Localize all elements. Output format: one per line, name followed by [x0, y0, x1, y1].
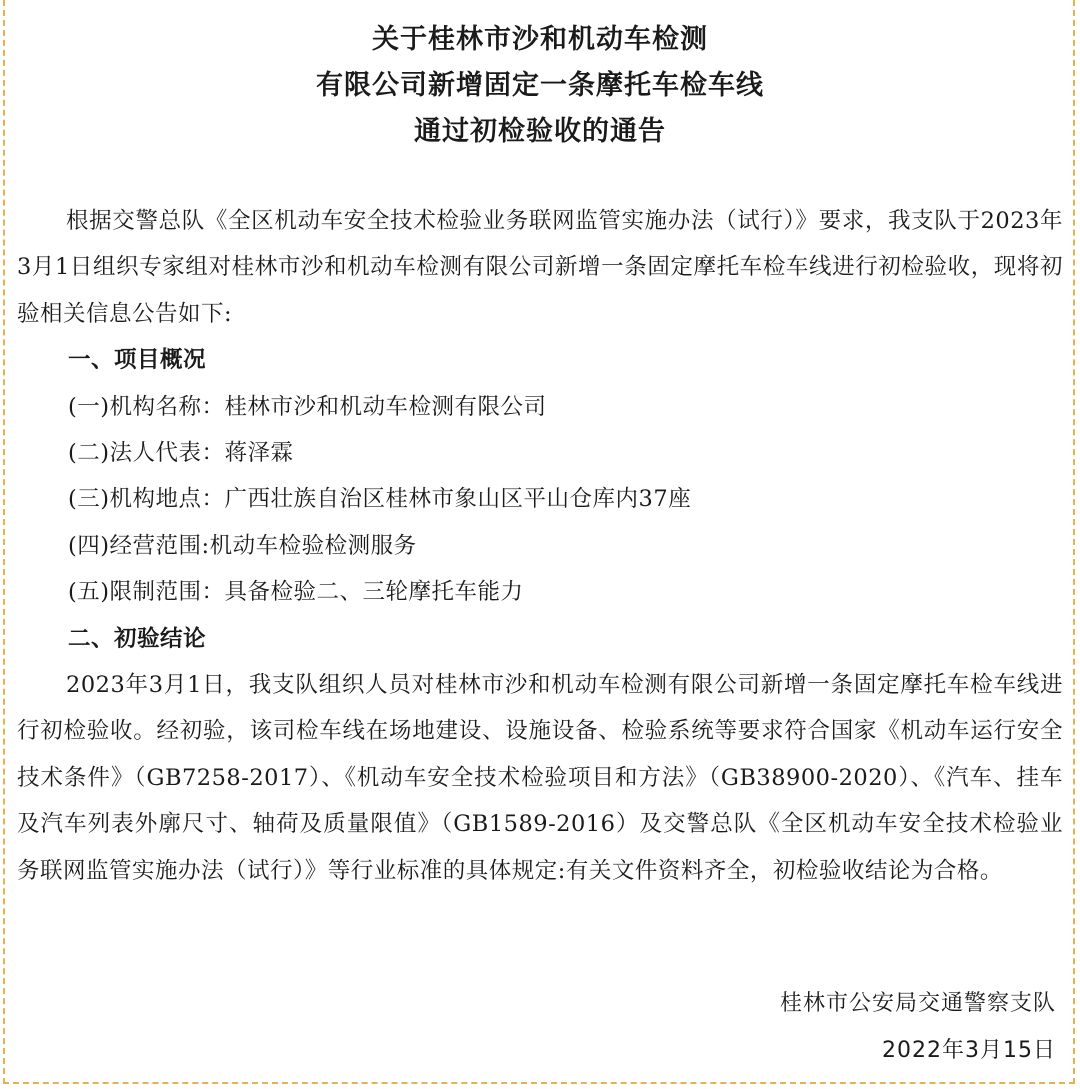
list-item-org-name: (一)机构名称：桂林市沙和机动车检测有限公司 — [68, 393, 547, 420]
notice-body — [17, 198, 1063, 894]
intro-paragraph: 根据交警总队《全区机动车安全技术检验业务联网监管实施办法（试行）》要求，我支队于2023年3月1日组织专家组对桂林市沙和机动车检测有限公司新增一条固定摩托车检车线进行初检验收，现将初验相关信息公告如下: — [17, 208, 1063, 327]
signature-organization: 桂林市公安局交通警察支队 — [779, 991, 1056, 1016]
list-item-limit-scope: (五)限制范围：具备检验二、三轮摩托车能力 — [68, 579, 524, 606]
title-line-3: 通过初检验收的通告 — [414, 116, 666, 147]
conclusion-paragraph: 2023年3月1日，我支队组织人员对桂林市沙和机动车检测有限公司新增一条固定摩托车检车线进行初检验收。经初验，该司检车线在场地建设、设施设备、检验系统等要求符合国家《机动车运行安全技术条件》（GB7258-2017）、《机动车安全技术检验项目和方法》（GB38900-2020）、《汽车、挂车及汽车列表外廓尺寸、轴荷及质量限值》（GB1589-2016）及交警总队《全区机动车安全技术检验业务联网监管实施办法（试行）》等行业标准的具体规定:有关文件资料齐全，初检验收结论为合格。 — [17, 672, 1063, 884]
signature-date: 2022年3月15日 — [882, 1038, 1056, 1063]
section-heading-overview: 一、项目概况 — [68, 347, 207, 374]
notice-title — [0, 18, 1080, 156]
title-line-1: 关于桂林市沙和机动车检测 — [372, 24, 708, 55]
list-item-address: (三)机构地点：广西壮族自治区桂林市象山区平山仓库内37座 — [68, 486, 692, 513]
section-heading-conclusion: 二、初验结论 — [68, 625, 207, 652]
title-line-2: 有限公司新增固定一条摩托车检车线 — [316, 70, 764, 101]
list-item-legal-rep: (二)法人代表：蒋泽霖 — [68, 440, 294, 467]
list-item-business-scope: (四)经营范围:机动车检验检测服务 — [68, 532, 417, 559]
